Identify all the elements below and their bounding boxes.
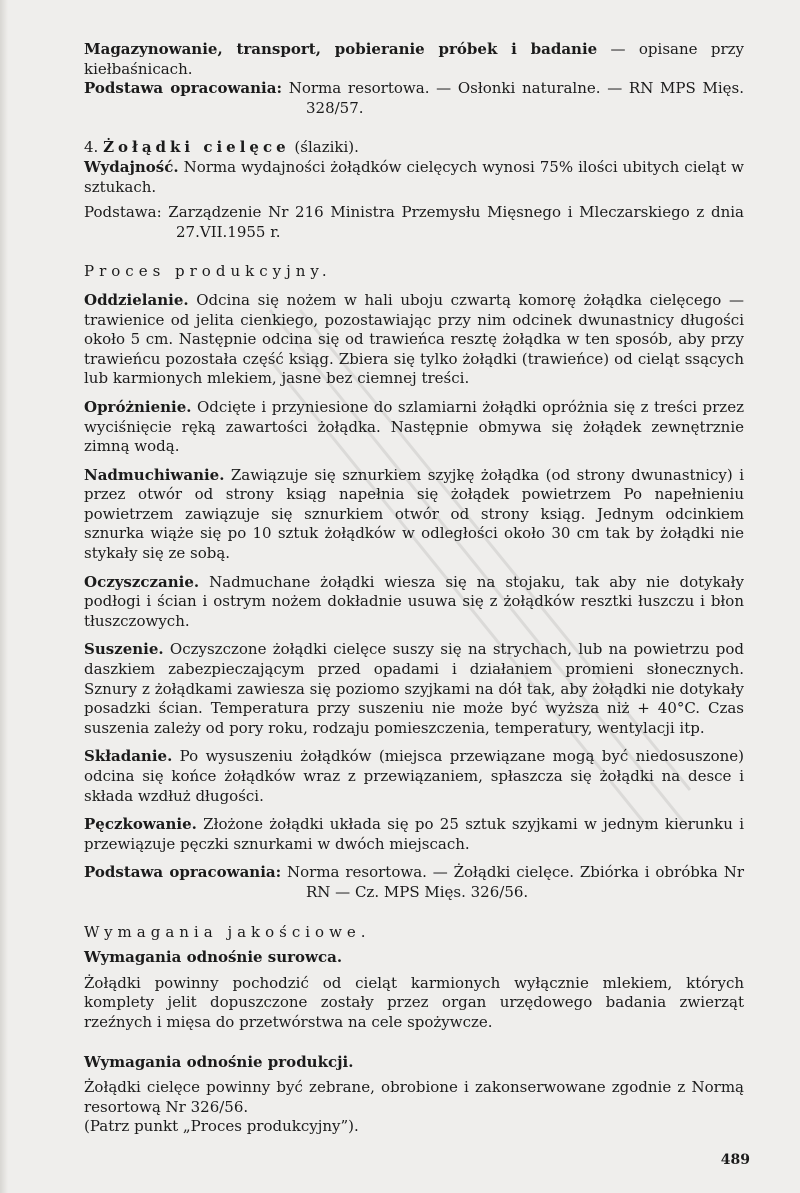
process-bundling: Pęczkowanie. Złożone żołądki układa się po 25 sztuk szyjkami w jednym kierunku i przewiązuje pęczki sznurkami w dwóch miejscach. xyxy=(84,815,744,853)
process-heading: Proces produkcyjny. xyxy=(84,262,332,281)
basis-decree-paragraph: Podstawa: Zarządzenie Nr 216 Ministra Przemysłu Mięsnego i Mleczarskiego z dnia 27.VII.1955 r. xyxy=(84,203,744,241)
quality-heading: Wymagania jakościowe. xyxy=(84,922,371,941)
process-emptying: Opróżnienie. Odcięte i przyniesione do szlamiarni żołądki opróżnia się z treści przez wyciśnięcie ręką zawartości żołądka. Następnie obmywa się żołądek zewnętrznie zimną wodą. xyxy=(84,397,744,456)
page-number: 489 xyxy=(720,1152,750,1168)
production-heading: Wymagania odnośnie produkcji. xyxy=(84,1052,354,1071)
basis-paragraph-2: Podstawa opracowania: Norma resortowa. — Żołądki cielęce. Zbiórka i obróbka Nr RN — Cz. MPS Mięs. 326/56. xyxy=(84,863,745,901)
process-inflating: Nadmuchiwanie. Zawiązuje się sznurkiem szyjkę żołądka (od strony dwunastnicy) i przez otwór od strony ksiąg napełnia się żołądek powietrzem Po napełnieniu powietrzem zawiązuje się sznurkiem otwór od strony ksiąg. Jednym odcinkiem sznurka wiąże się po 10 sztuk żołądków w odległości około 30 cm tak by żołądki nie stykały się ze sobą. xyxy=(84,465,744,563)
production-note: (Patrz punkt „Proces produkcyjny”). xyxy=(84,1117,359,1136)
raw-material-text: Żołądki powinny pochodzić od cieląt karmionych wyłącznie mlekiem, których komplety jelit dopuszczone zostały przez organ urzędowego badania zwierząt rzeźnych i mięsa do przetwórstwa na cele spożywcze. xyxy=(84,973,744,1031)
yield-paragraph: Wydajność. Norma wydajności żołądków cielęcych wynosi 75% ilości ubitych cieląt w sztukach. xyxy=(84,157,744,196)
process-cleaning: Oczyszczanie. Nadmuchane żołądki wiesza się na stojaku, tak aby nie dotykały podłogi i ścian i ostrym nożem dokładnie usuwa się z żołądków resztki łuszczu i błon tłuszczowych. xyxy=(84,572,744,630)
production-text: Żołądki cielęce powinny być zebrane, obrobione i zakonserwowane zgodnie z Normą resortową Nr 326/56. xyxy=(84,1078,744,1116)
scan-edge-shadow xyxy=(0,0,8,1193)
raw-material-heading: Wymagania odnośnie surowca. xyxy=(84,948,343,967)
storage-paragraph: Magazynowanie, transport, pobieranie próbek i badanie — opisane przy kiełbaśnicach. xyxy=(84,40,744,78)
section-4-heading: 4. Żołądki cielęce (ślaziki). xyxy=(84,138,359,157)
process-drying: Suszenie. Oczyszczone żołądki cielęce suszy się na strychach, lub na powietrzu pod daszkiem zabezpieczającym przed opadami i działaniem promieni słonecznych. Sznury z żołądkami zawiesza się poziomo szyjkami na dół tak, aby żołądki nie dotykały posadzki ścian. Temperatura przy suszeniu nie może być wyższa niż + 40°C. Czas suszenia zależy od pory roku, rodzaju pomieszczenia, temperatury, wentylacji itp. xyxy=(84,640,744,737)
process-folding: Składanie. Po wysuszeniu żołądków (miejsca przewiązane mogą być niedosuszone) odcina się końce żołądków wraz z przewiązaniem, spłaszcza się żołądki na desce i składa wzdłuż długości. xyxy=(84,747,744,805)
process-separating: Oddzielanie. Odcina się nożem w hali uboju czwartą komorę żołądka cielęcego — trawienice od jelita cienkiego, pozostawiając przy nim odcinek dwunastnicy długości około 5 cm. Następnie odcina się od trawieńca resztę żołądka w ten sposób, aby przy trawieńcu pozostała część ksiąg. Zbiera się tylko żołądki (trawieńce) od cieląt ssących lub karmionych mlekiem, jasne bez ciemnej treści. xyxy=(84,290,744,388)
basis-paragraph-1: Podstawa opracowania: Norma resortowa. — Osłonki naturalne. — RN MPS Mięs. 328/57. xyxy=(84,79,744,117)
